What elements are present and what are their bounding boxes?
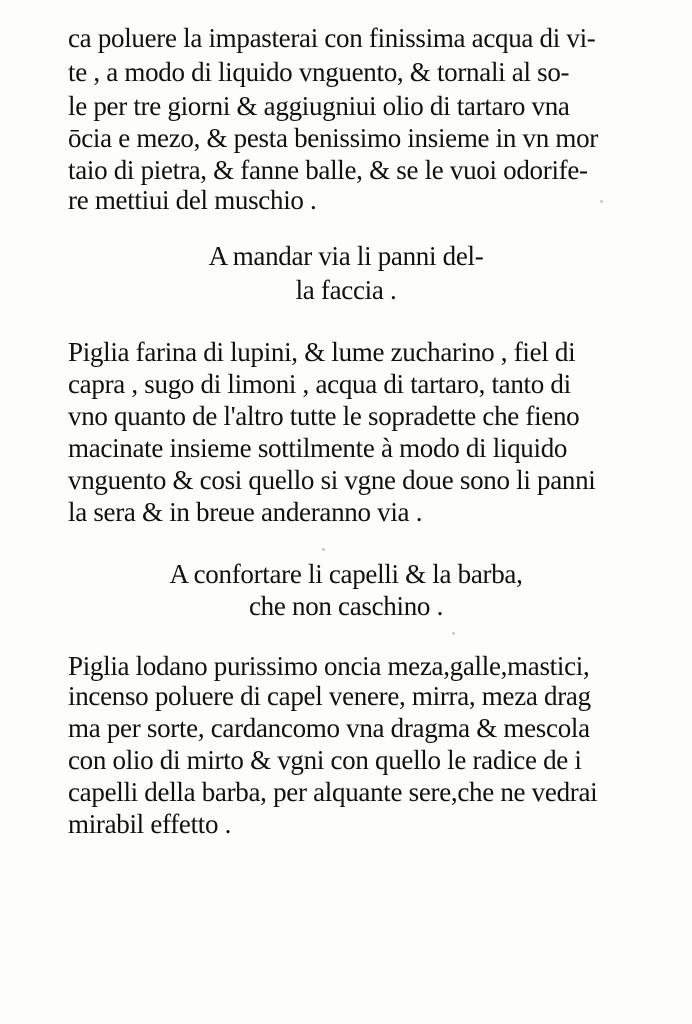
text-line: Piglia farina di lupini, & lume zucharino , fiel di [68,337,576,367]
text-line: mirabil effetto . [68,809,232,839]
text-line: la sera & in breue anderanno via . [68,497,423,527]
text-line: re mettiui del muschio . [68,185,317,215]
print-speck [600,200,603,203]
text-line: incenso poluere di capel venere, mirra, meza drag [68,681,591,711]
text-line: Piglia lodano purissimo oncia meza,galle,mastici, [68,651,590,681]
text-line: taio di pietra, & fanne balle, & se le vuoi odorife- [68,155,588,185]
print-speck [322,548,325,551]
text-line: capra , sugo di limoni , acqua di tartaro, tanto di [68,369,571,399]
text-line: vnguento & cosi quello si vgne doue sono li panni [68,465,596,495]
text-line: macinate insieme sottilmente à modo di liquido [68,433,568,463]
heading-line: A mandar via li panni del- [208,241,484,271]
text-line: ōcia e mezo, & pesta benissimo insieme in vn mor [68,123,598,153]
text-line: vno quanto de l'altro tutte le sopradette che fieno [68,401,580,431]
text-line: con olio di mirto & vgni con quello le radice de i [68,745,582,775]
print-speck [452,632,455,635]
heading-line: A confortare li capelli & la barba, [169,559,523,589]
heading-line: che non caschino . [248,591,444,621]
text-line: capelli della barba, per alquante sere,che ne vedrai [68,777,598,807]
text-line: ca poluere la impasterai con finissima acqua di vi- [68,23,596,53]
text-line: ma per sorte, cardancomo vna dragma & mescola [68,713,590,743]
text-line: le per tre giorni & aggiugniui olio di tartaro vna [68,91,570,121]
text-line: te , a modo di liquido vnguento, & tornali al so- [68,57,570,87]
heading-line: la faccia . [295,275,397,305]
